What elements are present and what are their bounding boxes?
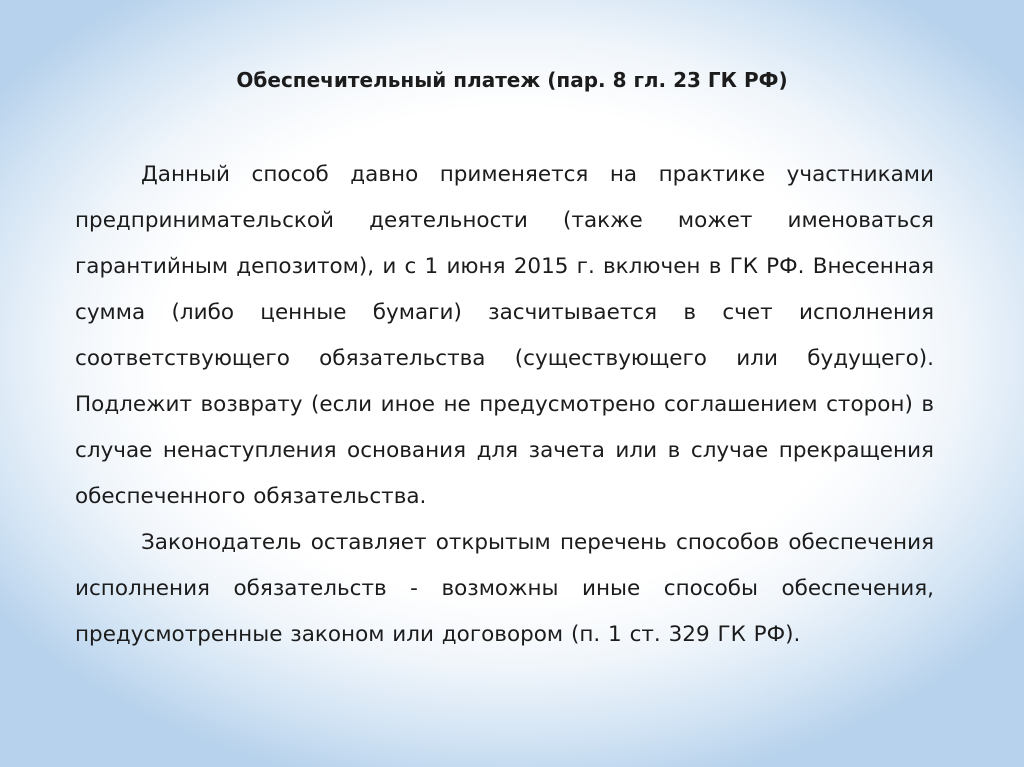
body-paragraph-2: Законодатель оставляет открытым перечень способов обеспечения исполнения обязательств - возможны иные способы обеспечения, предусмотренные законом или договором (п. 1 ст. 329 ГК РФ).: [75, 530, 934, 647]
body-paragraph-1: Данный способ давно применяется на практике участниками предпринимательской деятельности (также может именоваться гарантийным депозитом), и с 1 июня 2015 г. включен в ГК РФ. Внесенная сумма (либо ценные бумаги) засчитывается в счет исполнения соответствующего обязательства (существующего или будущего). Подлежит возврату (если иное не предусмотрено соглашением сторон) в случае ненаступления основания для зачета или в случае прекращения обеспеченного обязательства.: [75, 162, 934, 509]
slide-title: Обеспечительный платеж (пар. 8 гл. 23 ГК РФ): [236, 68, 788, 92]
slide-body: [75, 152, 934, 658]
